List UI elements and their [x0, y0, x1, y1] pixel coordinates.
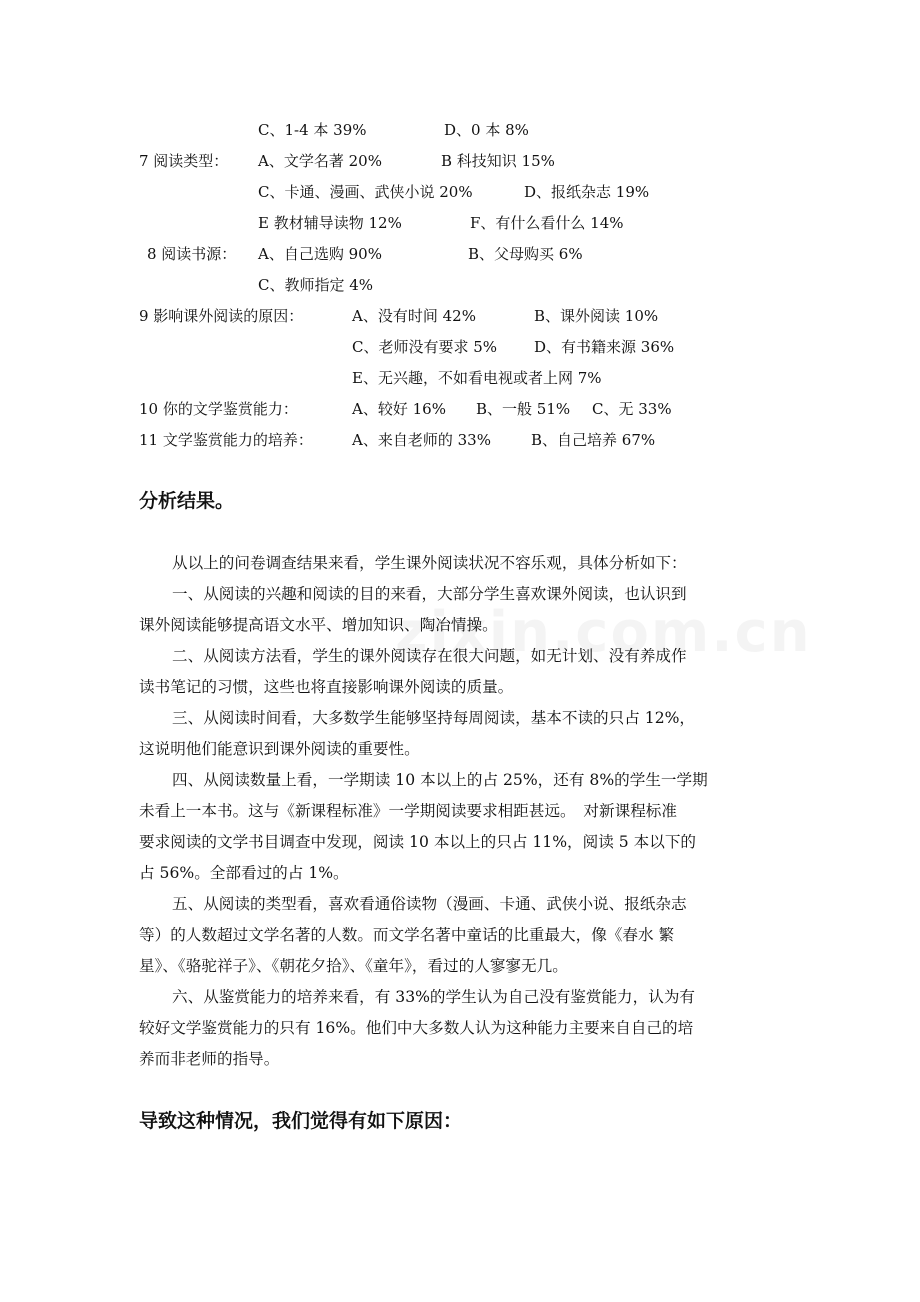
q8-option-c: C、教师指定 4%	[258, 276, 374, 294]
analysis-line: 未看上一本书。这与《新课程标准》一学期阅读要求相距甚远。 对新课程标准	[139, 802, 677, 820]
q11-label: 11 文学鉴赏能力的培养：	[139, 431, 313, 449]
q9-option-b: B、课外阅读 10%	[534, 307, 659, 325]
analysis-line: 星》、《骆驼祥子》、《朝花夕拾》、《童年》，看过的人寥寥无几。	[139, 957, 568, 975]
analysis-line: 这说明他们能意识到课外阅读的重要性。	[139, 740, 420, 758]
q7-option-e: E 教材辅导读物 12%	[258, 214, 402, 232]
q8-label: 8 阅读书源：	[147, 245, 237, 263]
q9-option-a: A、没有时间 42%	[352, 307, 476, 325]
q6-option-d: D、0 本 8%	[444, 121, 529, 139]
analysis-line: 课外阅读能够提高语文水平、增加知识、陶冶情操。	[139, 616, 498, 634]
q10-label: 10 你的文学鉴赏能力：	[139, 400, 298, 418]
analysis-line: 二、从阅读方法看，学生的课外阅读存在很大问题，如无计划、没有养成作	[172, 647, 687, 665]
analysis-line: 五、从阅读的类型看，喜欢看通俗读物（漫画、卡通、武侠小说、报纸杂志	[172, 895, 687, 913]
q10-option-c: C、无 33%	[592, 400, 672, 418]
q8-option-a: A、自己选购 90%	[258, 245, 382, 263]
analysis-line: 养而非老师的指导。	[139, 1050, 280, 1068]
analysis-line: 占 56%。全部看过的占 1%。	[139, 864, 349, 882]
analysis-line: 读书笔记的习惯，这些也将直接影响课外阅读的质量。	[139, 678, 514, 696]
q10-option-a: A、较好 16%	[352, 400, 446, 418]
analysis-line: 三、从阅读时间看，大多数学生能够坚持每周阅读，基本不读的只占 12%，	[172, 709, 696, 727]
q7-option-b: B 科技知识 15%	[441, 152, 555, 170]
analysis-line: 从以上的问卷调查结果来看，学生课外阅读状况不容乐观，具体分析如下：	[172, 554, 687, 572]
watermark	[395, 600, 812, 665]
q7-label: 7 阅读类型：	[139, 152, 229, 170]
analysis-line: 一、从阅读的兴趣和阅读的目的来看，大部分学生喜欢课外阅读，也认识到	[172, 585, 687, 603]
q9-label: 9 影响课外阅读的原因：	[139, 307, 304, 325]
q7-option-d: D、报纸杂志 19%	[524, 183, 650, 201]
q9-option-d: D、有书籍来源 36%	[534, 338, 675, 356]
q9-option-c: C、老师没有要求 5%	[352, 338, 498, 356]
q10-option-b: B、一般 51%	[476, 400, 571, 418]
analysis-line: 要求阅读的文学书目调查中发现，阅读 10 本以上的只占 11%，阅读 5 本以下的	[139, 833, 697, 851]
analysis-line: 等）的人数超过文学名著的人数。而文学名著中童话的比重最大，像《春水 繁	[139, 926, 675, 944]
analysis-line: 较好文学鉴赏能力的只有 16%。他们中大多数人认为这种能力主要来自自己的培	[139, 1019, 694, 1037]
reasons-heading: 导致这种情况，我们觉得有如下原因：	[139, 1110, 463, 1132]
q7-option-f: F、有什么看什么 14%	[470, 214, 624, 232]
q11-option-a: A、来自老师的 33%	[352, 431, 491, 449]
q8-option-b: B、父母购买 6%	[468, 245, 583, 263]
analysis-heading: 分析结果。	[139, 490, 235, 512]
q7-option-a: A、文学名著 20%	[258, 152, 382, 170]
q11-option-b: B、自己培养 67%	[531, 431, 656, 449]
analysis-line: 四、从阅读数量上看，一学期读 10 本以上的占 25%，还有 8%的学生一学期	[172, 771, 708, 789]
q9-option-e: E、无兴趣，不如看电视或者上网 7%	[352, 369, 602, 387]
analysis-line: 六、从鉴赏能力的培养来看，有 33%的学生认为自己没有鉴赏能力，认为有	[172, 988, 696, 1006]
q6-option-c: C、1-4 本 39%	[258, 121, 367, 139]
q7-option-c: C、卡通、漫画、武侠小说 20%	[258, 183, 473, 201]
